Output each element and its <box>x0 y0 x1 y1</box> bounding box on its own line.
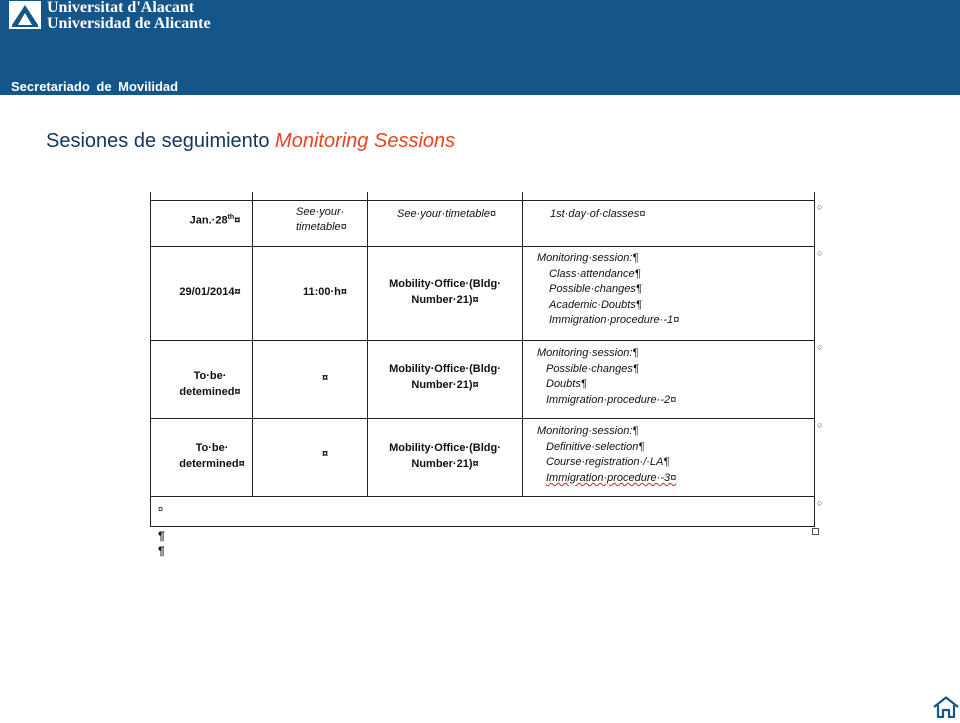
paragraph-mark: ¶ <box>158 529 165 543</box>
paragraph-mark: ¶ <box>158 544 165 558</box>
table-cell-topics: Monitoring·session:¶ Class·attendance¶ Possible·changes¶ Academic·Doubts¶ Immigration·procedure·-1¤ <box>537 252 680 327</box>
table-cell-place: See·your·timetable¤ <box>397 208 497 220</box>
row-end-mark: ○ <box>817 248 823 258</box>
university-name-es: Universidad de Alicante <box>47 15 211 32</box>
table-cell-date: To·be· detemined¤ <box>179 370 241 398</box>
home-icon[interactable] <box>933 696 959 718</box>
page-title <box>46 128 455 154</box>
table-cell-topics: Monitoring·session:¶ Definitive·selection¶ Course·registration·/·LA¶ Immigration·procedure·-3¤ <box>537 425 677 484</box>
table-cell-place: Mobility·Office·(Bldg· Number·21)¤ <box>389 442 501 470</box>
table-row-divider <box>150 340 815 341</box>
table-cell-time: ¤ <box>321 372 329 384</box>
header-band <box>0 0 960 95</box>
table-cell-date: Jan.·28th¤ <box>189 214 241 227</box>
table-border-right <box>814 192 815 527</box>
table-border-bottom <box>150 526 815 527</box>
row-end-mark: ○ <box>817 202 823 212</box>
table-resize-handle <box>812 528 819 535</box>
table-cell-date: To·be· determined¤ <box>179 442 245 470</box>
empty-cell-mark: ¤ <box>158 504 164 514</box>
row-end-mark: ○ <box>817 498 823 508</box>
table-row-divider <box>150 418 815 419</box>
university-name-ca: Universitat d'Alacant <box>47 0 195 16</box>
university-logo-icon <box>9 1 41 29</box>
table-cell-time: See·your· timetable¤ <box>296 206 347 233</box>
table-cell-date: 29/01/2014¤ <box>179 286 241 298</box>
table-cell-place: Mobility·Office·(Bldg· Number·21)¤ <box>389 278 501 306</box>
row-end-mark: ○ <box>817 420 823 430</box>
table-border-left <box>150 192 151 527</box>
table-cell-time: ¤ <box>321 448 329 460</box>
table-row-divider <box>150 246 815 247</box>
schedule-table <box>150 192 823 558</box>
title-spanish: Sesiones de seguimiento <box>46 130 270 152</box>
row-end-mark: ○ <box>817 342 823 352</box>
table-row-divider <box>150 496 815 497</box>
table-cell-time: 11:00·h¤ <box>302 286 348 298</box>
table-col-divider <box>367 192 368 497</box>
table-cell-place: Mobility·Office·(Bldg· Number·21)¤ <box>389 363 501 391</box>
table-cell-topics: Monitoring·session:¶ Possible·changes¶ Doubts¶ Immigration·procedure·-2¤ <box>537 347 677 406</box>
table-col-divider <box>522 192 523 497</box>
table-topic-underlined: Immigration·procedure·-3¤ <box>546 471 677 484</box>
table-row-divider <box>150 200 815 201</box>
table-cell-topics: 1st·day·of·classes¤ <box>550 208 646 220</box>
title-english: Monitoring Sessions <box>275 130 456 152</box>
department-name: Secretariado de Movilidad <box>11 79 179 94</box>
